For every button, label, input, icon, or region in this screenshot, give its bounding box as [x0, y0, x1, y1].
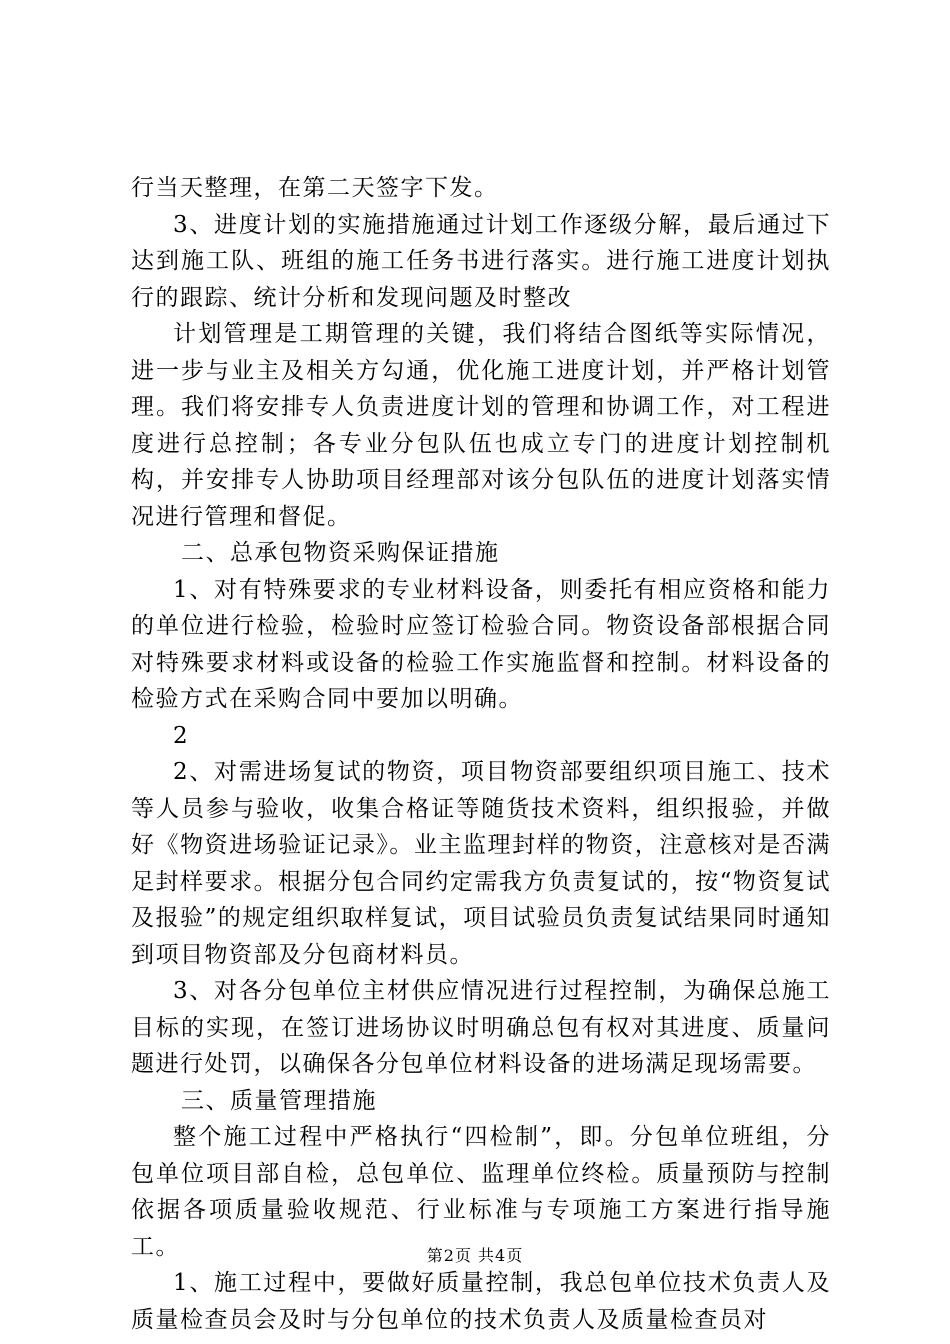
paragraph-four-inspections: 整个施工过程中严格执行“四检制”，即。分包单位班组，分包单位项目部自检，总包单位、监理单位终检。质量预防与控制依据各项质量验收规范、行业标准与专项施工方案进行指导施工。	[131, 1124, 831, 1260]
section-heading-quality: 三、质量管理措施	[181, 1087, 377, 1114]
paragraph-progress-plan-measures: 3、进度计划的实施措施通过计划工作逐级分解，最后通过下达到施工队、班组的施工任务书进行落实。进行施工进度计划执行的跟踪、统计分析和发现问题及时整改	[131, 211, 831, 311]
paragraph-retest-materials: 2、对需进场复试的物资，项目物资部要组织项目施工、技术等人员参与验收，收集合格证等随货技术资料，组织报验，并做好《物资进场验证记录》。业主监理封样的物资，注意核对是否满足封样要求。根据分包合同约定需我方负责复试的，按“物资复试及报验”的规定组织取样复试，项目试验员负责复试结果同时通知到项目物资部及分包商材料员。	[131, 759, 831, 968]
paragraph-continuation: 行当天整理，在第二天签字下发。	[131, 175, 499, 201]
stray-number: 2	[173, 722, 190, 749]
document-body	[131, 170, 831, 1338]
page-number-label: 第2页 共4页	[426, 1246, 524, 1265]
section-heading-procurement: 二、总承包物资采购保证措施	[181, 540, 500, 566]
page-footer	[0, 1243, 950, 1266]
paragraph-plan-management: 计划管理是工期管理的关键，我们将结合图纸等实际情况，进一步与业主及相关方勾通，优化施工进度计划，并严格计划管理。我们将安排专人负责进度计划的管理和协调工作，对工程进度进行总控制；各专业分包队伍也成立专门的进度计划控制机构，并安排专人协助项目经理部对该分包队伍的进度计划落实情况进行管理和督促。	[131, 321, 831, 530]
paragraph-material-inspection: 1、对有特殊要求的专业材料设备，则委托有相应资格和能力的单位进行检验，检验时应签订检验合同。物资设备部根据合同对特殊要求材料或设备的检验工作实施监督和控制。材料设备的检验方式在采购合同中要加以明确。	[131, 576, 831, 712]
paragraph-supply-control: 3、对各分包单位主材供应情况进行过程控制，为确保总施工目标的实现，在签订进场协议时明确总包有权对其进度、质量问题进行处罚，以确保各分包单位材料设备的进场满足现场需要。	[131, 978, 831, 1077]
paragraph-quality-control: 1、施工过程中，要做好质量控制，我总包单位技术负责人及质量检查员会及时与分包单位的技术负责人及质量检查员对	[131, 1270, 831, 1333]
